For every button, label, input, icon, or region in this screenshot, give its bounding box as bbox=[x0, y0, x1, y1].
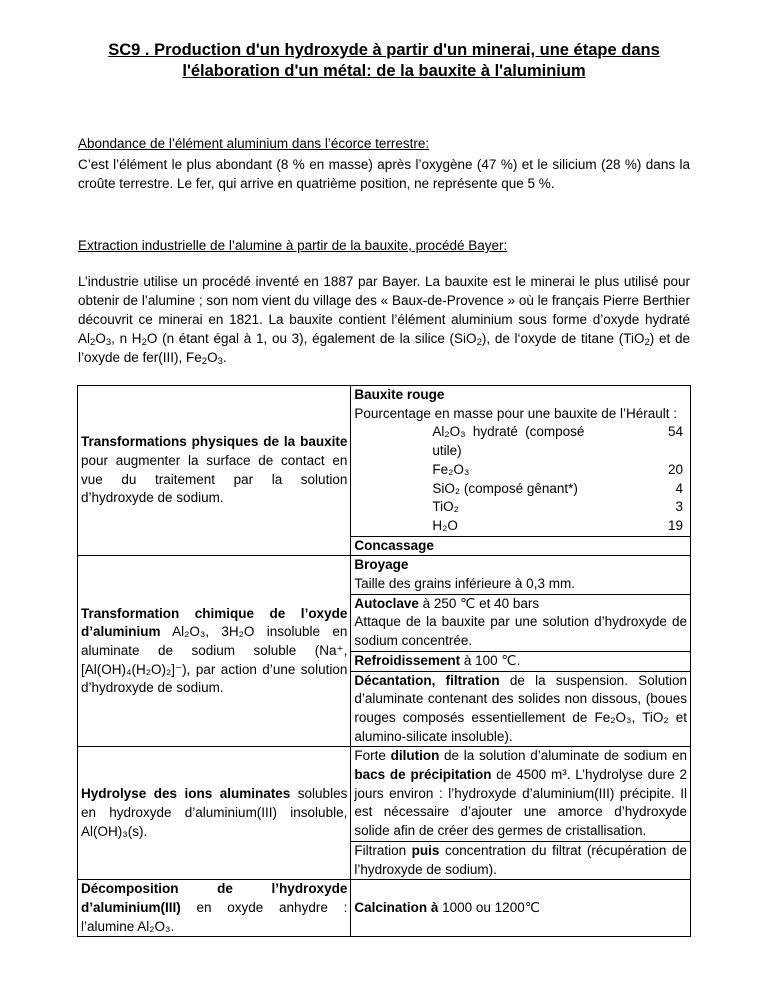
composition-row bbox=[354, 423, 687, 460]
step-dilution: Forte dilution de la solution d’aluminate de sodium en bacs de précipitation de 4500 m³. L’hydrolyse dure 2 jours environ : l’hydroxyde d’aluminium(III) précipite. Il est nécessaire d’ajouter une amorce d’hydroxyde solide afin de créer des germes de cristallisation. bbox=[351, 747, 691, 842]
composition-value: 3 bbox=[675, 499, 683, 515]
step-autoclave: Autoclave à 250 ℃ et 40 bars Attaque de la bauxite par une solution d’hydroxyde de sodium concentrée. bbox=[351, 594, 691, 651]
composition-name: Fe₂O₃ bbox=[432, 461, 470, 477]
step-hydrolyse: Hydrolyse des ions aluminates solubles en hydroxyde d’aluminium(III) insoluble, Al(OH)₃(s). bbox=[78, 747, 351, 880]
composition-name: SiO₂ (composé gênant*) bbox=[432, 480, 578, 496]
composition-name: H₂O bbox=[432, 517, 458, 533]
bayer-process-table bbox=[77, 385, 691, 937]
composition-name: TiO₂ bbox=[432, 499, 459, 515]
step-decantation: Décantation, filtration de la suspension. Solution d’aluminate contenant des solides non dissous, (boues rouges composés essentiellement de Fe₂O₃, TiO₂ et alumino-silicate insoluble). bbox=[351, 671, 691, 747]
composition-value: 20 bbox=[667, 461, 683, 477]
bauxite-intro: Pourcentage en masse pour une bauxite de l’Hérault : bbox=[354, 405, 678, 421]
title-line-1: SC9 . Production d'un hydroxyde à partir d'un minerai, une étape dans bbox=[108, 41, 660, 59]
composition-value: 19 bbox=[667, 517, 683, 533]
title-line-2: l'élaboration d'un métal: de la bauxite à l'aluminium bbox=[182, 62, 586, 80]
composition-list bbox=[354, 423, 687, 535]
step-chemical-transformation: Transformation chimique de l’oxyde d’aluminium Al₂O₃, 3H₂O insoluble en aluminate de sodium soluble (Na⁺,[Al(OH)₄(H₂O)₂]⁻), par action d’une solution d’hydroxyde de sodium. bbox=[78, 556, 351, 747]
composition-row bbox=[354, 498, 687, 517]
section-heading-abondance: Abondance de l’élément aluminium dans l’écorce terrestre: bbox=[78, 136, 430, 151]
bauxite-composition bbox=[351, 386, 691, 537]
step-concassage: Concassage bbox=[351, 536, 691, 556]
step-physical-transformation: Transformations physiques de la bauxite pour augmenter la surface de contact en vue du traitement par la solution d’hydroxyde de sodium. bbox=[78, 386, 351, 556]
section-heading-extraction: Extraction industrielle de l’alumine à partir de la bauxite, procédé Bayer: bbox=[78, 238, 508, 253]
composition-value: 54 bbox=[667, 424, 683, 440]
composition-name: Al₂O₃ hydraté (composé utile) bbox=[432, 424, 585, 459]
bauxite-title: Bauxite rouge bbox=[354, 387, 445, 402]
composition-row bbox=[354, 517, 687, 536]
step-calcination: Calcination à 1000 ou 1200℃ bbox=[351, 880, 691, 937]
step-refroidissement: Refroidissement à 100 ℃. bbox=[351, 651, 691, 671]
step-broyage: Broyage Taille des grains inférieure à 0,3 mm. bbox=[351, 556, 691, 594]
composition-row bbox=[354, 480, 687, 499]
paragraph-abondance: C’est l’élément le plus abondant (8 % en masse) après l’oxygène (47 %) et le silicium (28 %) dans la croûte terrestre. Le fer, qui arrive en quatrième position, ne représente que 5 %. bbox=[78, 157, 690, 191]
paragraph-bayer: L’industrie utilise un procédé inventé en 1887 par Bayer. La bauxite est le minerai le plus utilisé pour obtenir de l’alumine ; son nom vient du village des « Baux-de-Provence » où le français Pierre Berthier découvrit ce minerai en 1821. La bauxite contient l’élément aluminium sous forme d’oxyde hydraté $Al_2O_3$, n $H_2O$ (n étant égal à 1, ou 3), également de la silice (SiO$_2$), de l‘oxyde de titane (TiO$_2$) et de l’oxyde de fer(III), $Fe_2O_3$. bbox=[78, 274, 690, 367]
step-decomposition: Décomposition de l’hydroxyde d’aluminium(III) en oxyde anhydre : l’alumine Al₂O₃. bbox=[78, 880, 351, 937]
document-title bbox=[40, 40, 728, 82]
step-filtration: Filtration puis concentration du filtrat (récupération de l’hydroxyde de sodium). bbox=[351, 841, 691, 879]
composition-value: 4 bbox=[675, 480, 683, 496]
composition-row bbox=[354, 461, 687, 480]
